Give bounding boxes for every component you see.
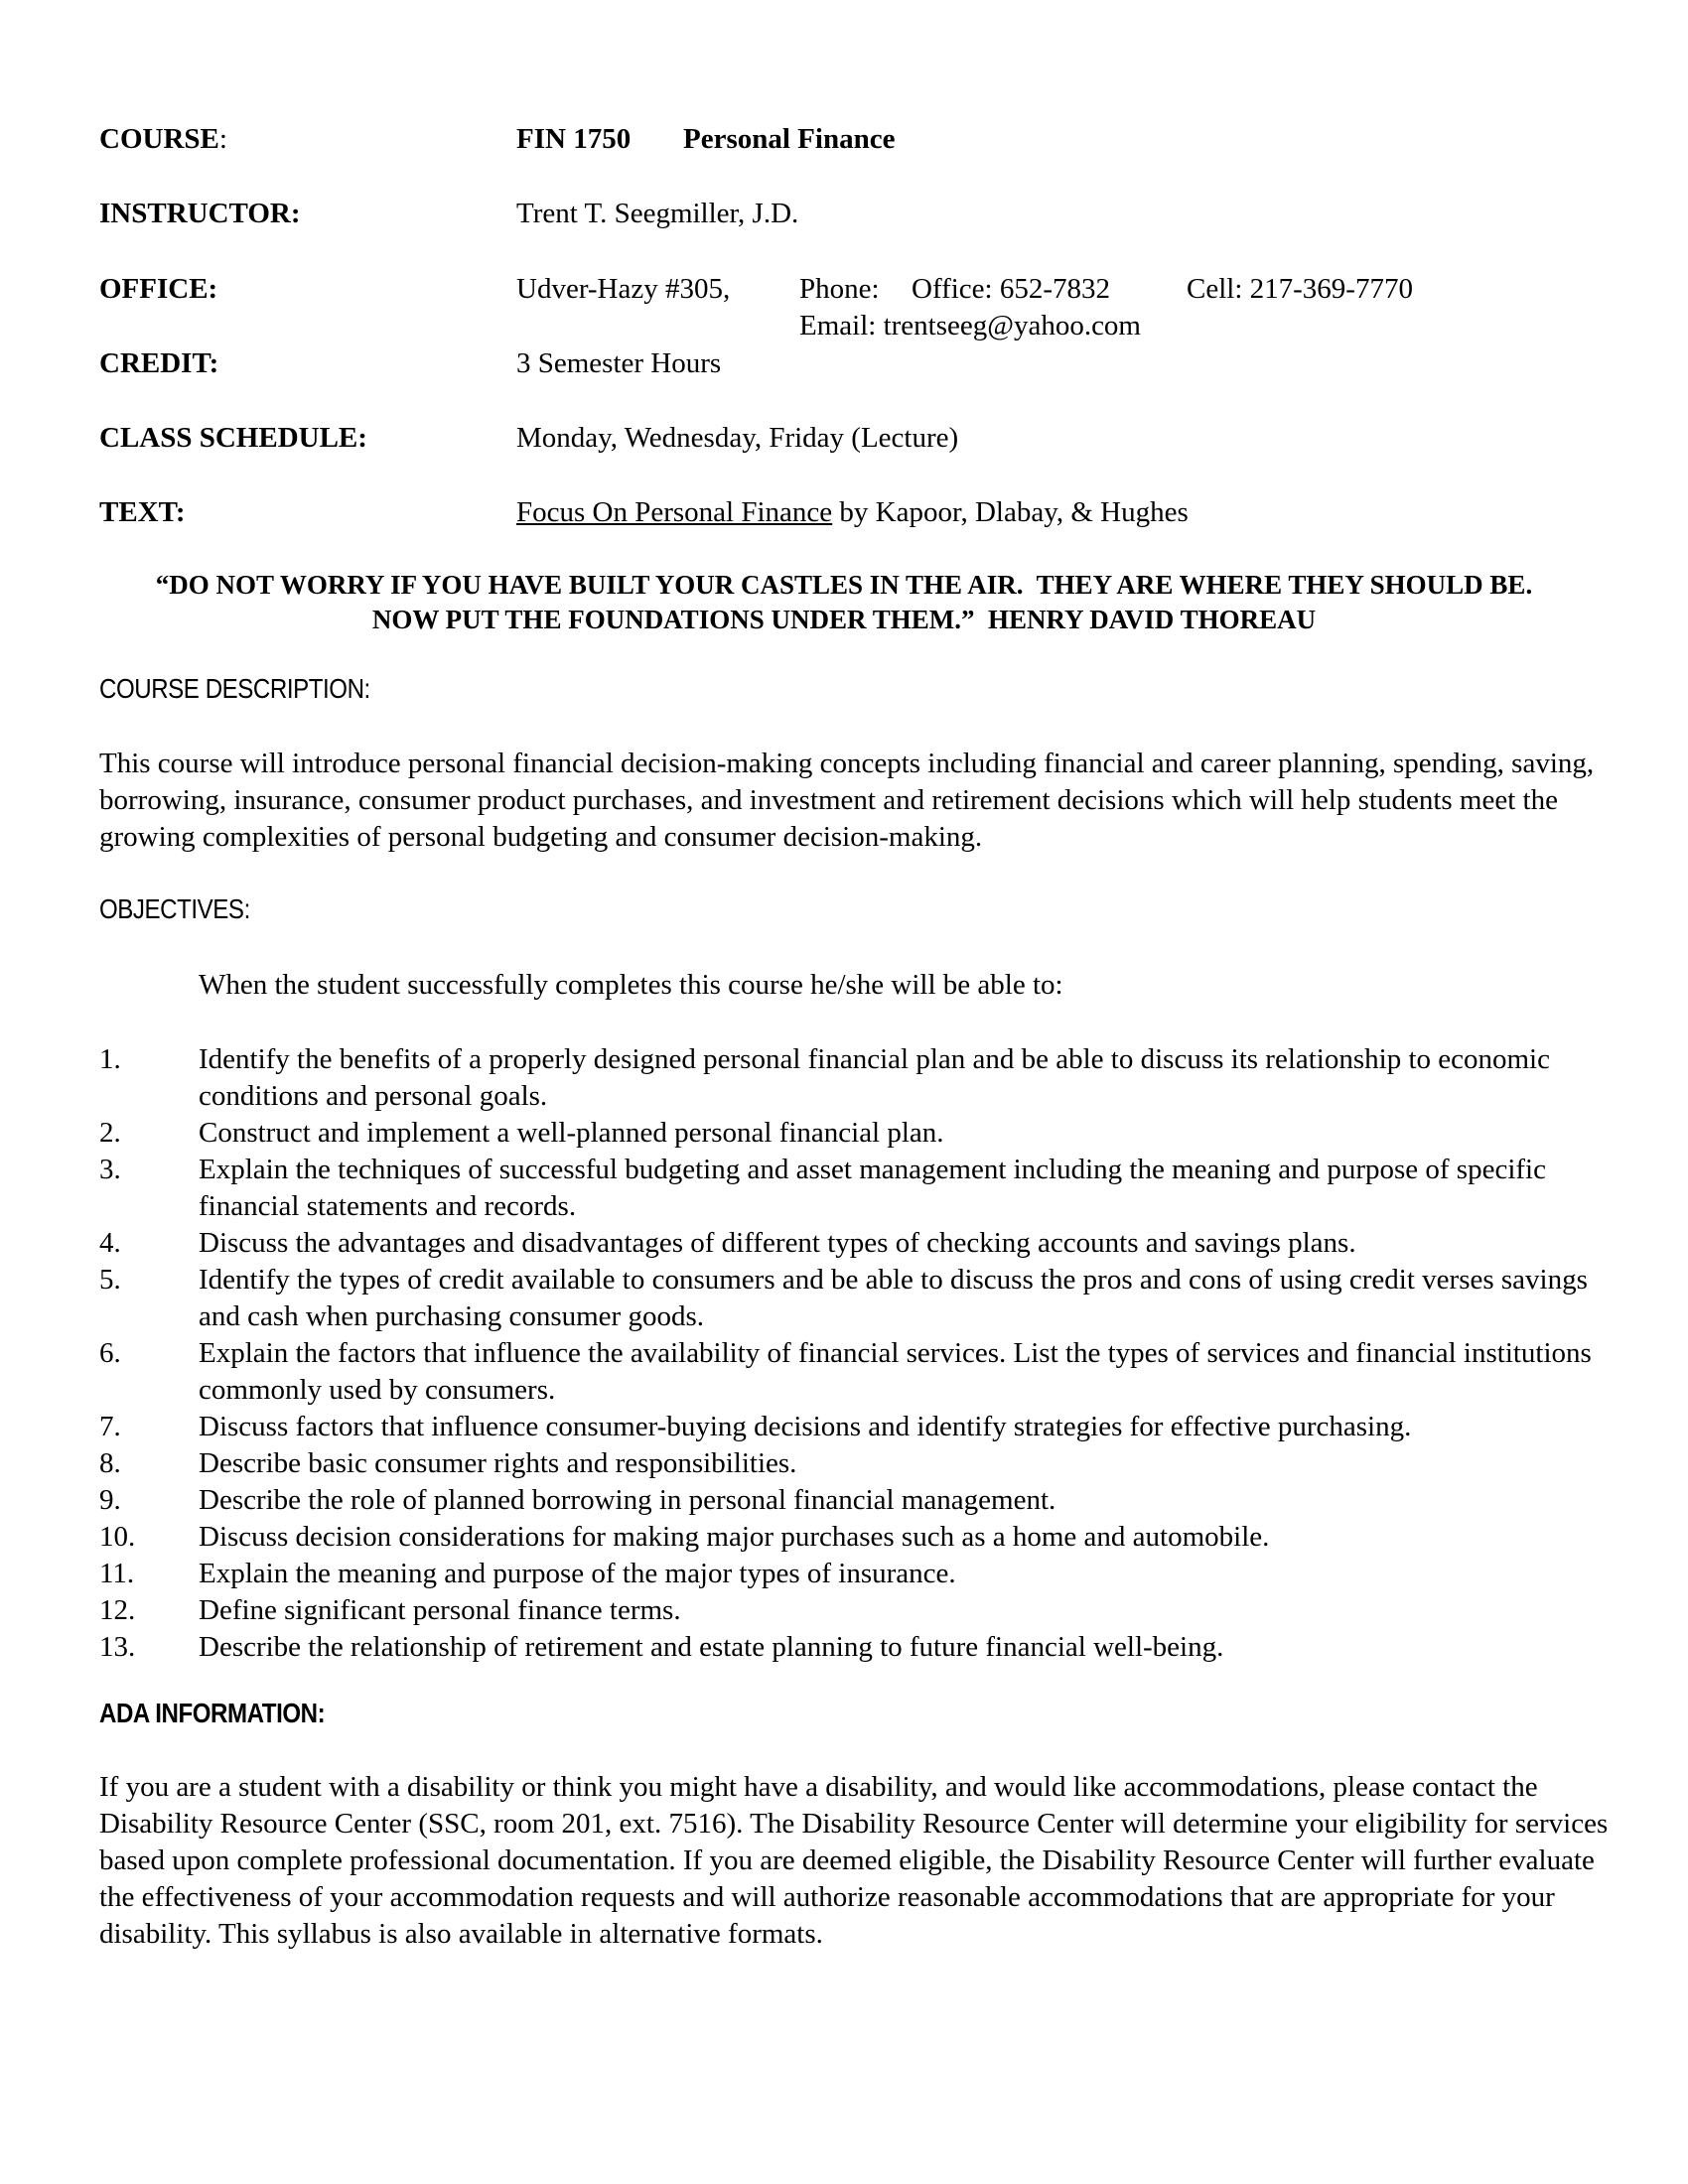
textbook-title: Focus On Personal Finance [516,496,833,528]
list-item-text: Explain the factors that influence the availability of financial services. List the types of services and financial institutions commonly used by consumers. [199,1337,1592,1406]
course-name: Personal Finance [683,123,896,155]
list-item-number: 4. [99,1227,121,1259]
course-label: COURSE: [99,123,227,155]
list-item-text: Define significant personal finance terms. [199,1594,681,1626]
list-item-text: Describe the role of planned borrowing in personal financial management. [199,1484,1056,1516]
instructor-value: Trent T. Seegmiller, J.D. [516,198,799,229]
course-description-heading: COURSE DESCRIPTION: [99,673,370,704]
course-code: FIN 1750 [516,123,632,155]
schedule-label: CLASS SCHEDULE: [99,422,367,454]
email: Email: trentseeg@yahoo.com [799,310,1141,341]
list-item-number: 7. [99,1411,121,1442]
schedule-value: Monday, Wednesday, Friday (Lecture) [516,422,959,454]
text-label: TEXT: [99,496,186,528]
list-item-number: 6. [99,1337,121,1369]
textbook [516,496,1189,529]
list-item-text: Describe basic consumer rights and responsibilities. [199,1447,797,1479]
list-item-number: 1. [99,1043,121,1075]
list-item-number: 10. [99,1521,136,1553]
list-item-number: 9. [99,1484,121,1516]
list-item-number: 5. [99,1264,121,1296]
thoreau-quote [99,568,1589,637]
office-label: OFFICE: [99,273,218,305]
phone-office: Office: 652-7832 [912,273,1110,305]
list-item-number: 8. [99,1447,121,1479]
list-item-text: Discuss the advantages and disadvantages of different types of checking accounts and savings plans. [199,1227,1356,1259]
course-description-body: This course will introduce personal financial decision-making concepts including financial and career planning, spending, saving, borrowing, insurance, consumer product purchases, and investment and retirement decisions which will help students meet the growing complexities of personal budgeting and consumer decision-making. [99,748,1595,853]
list-item-text: Discuss factors that influence consumer-buying decisions and identify strategies for effective purchasing. [199,1411,1412,1442]
list-item-number: 2. [99,1117,121,1149]
list-item-number: 12. [99,1594,136,1626]
ada-body: If you are a student with a disability or think you might have a disability, and would like accommodations, please contact the Disability Resource Center (SSC, room 201, ext. 7516). The Disability Resource Center will determine your eligibility for services based upon complete professional documentation. If you are deemed eligible, the Disability Resource Center will further evaluate the effectiveness of your accommodation requests and will authorize reasonable accommodations that are appropriate for your disability. This syllabus is also available in alternative formats. [99,1771,1609,1950]
list-item-number: 13. [99,1631,136,1663]
list-item-number: 3. [99,1154,121,1185]
objectives-intro: When the student successfully completes this course he/she will be able to: [199,969,1063,1001]
instructor-label: INSTRUCTOR: [99,198,301,229]
list-item-text: Discuss decision considerations for making major purchases such as a home and automobile. [199,1521,1270,1553]
quote-line-2: NOW PUT THE FOUNDATIONS UNDER THEM.” HENRY DAVID THOREAU [371,605,1317,634]
phone-cell: Cell: 217-369-7770 [1187,273,1413,305]
credit-label: CREDIT: [99,347,219,379]
list-item-text: Identify the types of credit available to consumers and be able to discuss the pros and cons of using credit verses savings and cash when purchasing consumer goods. [199,1264,1588,1332]
list-item-text: Construct and implement a well-planned personal financial plan. [199,1117,944,1149]
list-item-text: Explain the techniques of successful budgeting and asset management including the meaning and purpose of specific financial statements and records. [199,1154,1546,1222]
objectives-heading: OBJECTIVES: [99,893,250,924]
ada-heading: ADA INFORMATION: [99,1698,326,1728]
list-item-text: Explain the meaning and purpose of the major types of insurance. [199,1558,956,1589]
textbook-authors: by Kapoor, Dlabay, & Hughes [832,496,1189,528]
credit-value: 3 Semester Hours [516,347,722,379]
phone-label: Phone: [799,273,880,305]
list-item-text: Describe the relationship of retirement and estate planning to future financial well-being. [199,1631,1224,1663]
list-item-text: Identify the benefits of a properly designed personal financial plan and be able to discuss its relationship to economic conditions and personal goals. [199,1043,1550,1112]
quote-line-1: “DO NOT WORRY IF YOU HAVE BUILT YOUR CASTLES IN THE AIR. THEY ARE WHERE THEY SHOULD BE. [155,570,1533,600]
office-value: Udver-Hazy #305, [516,273,731,305]
list-item-number: 11. [99,1558,135,1589]
